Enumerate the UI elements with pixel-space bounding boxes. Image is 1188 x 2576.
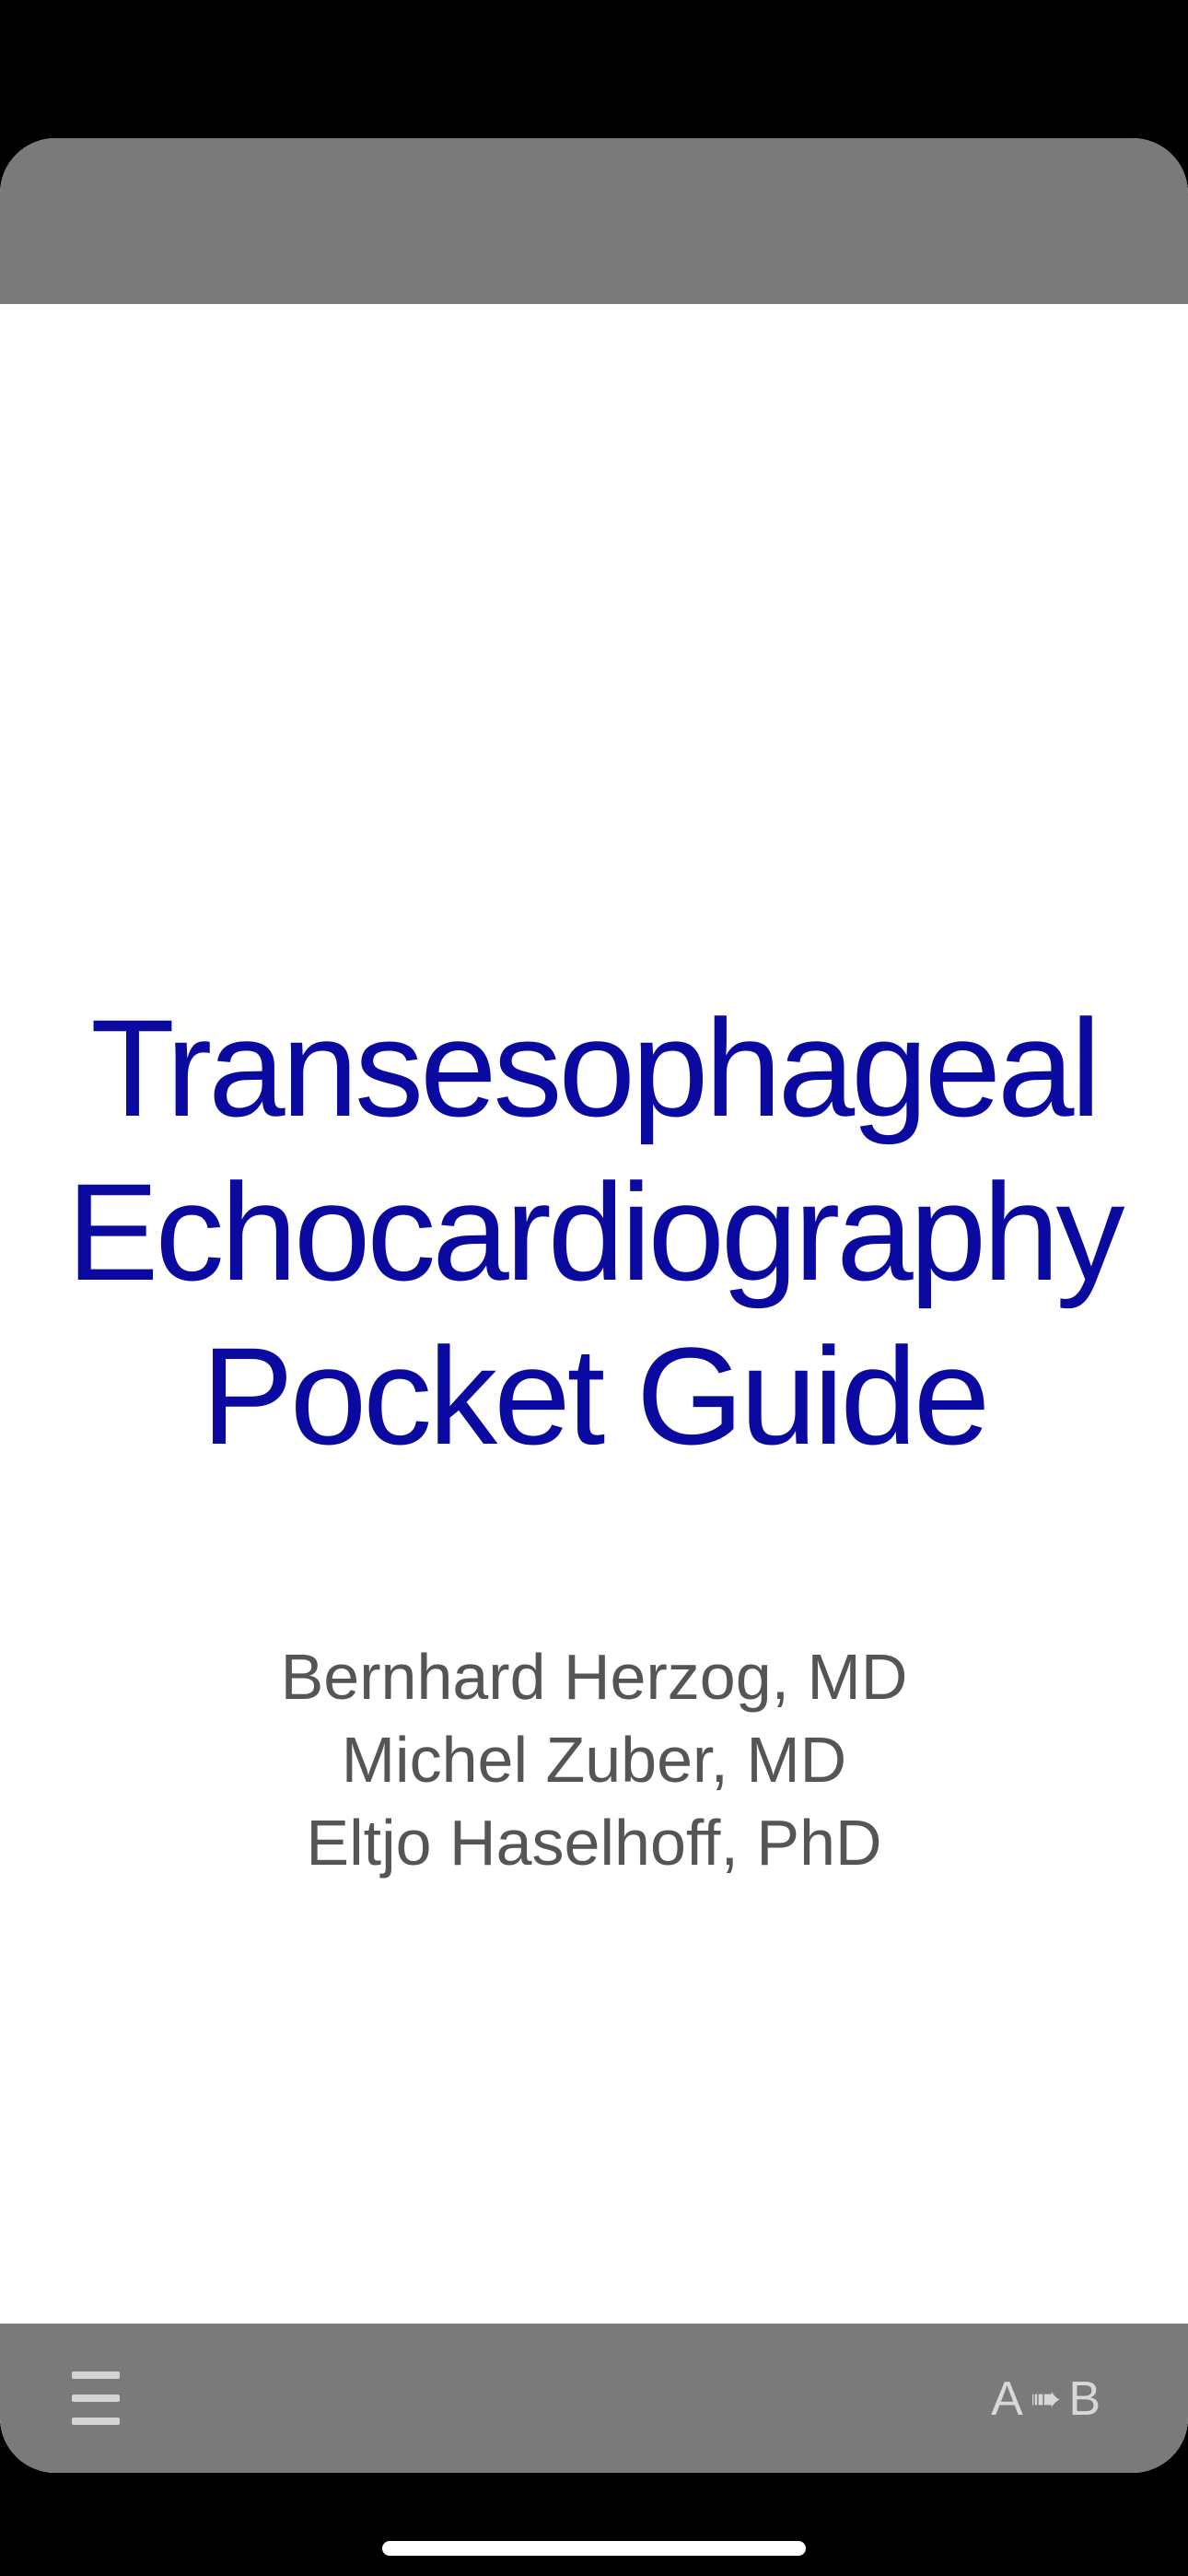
- author-name: Bernhard Herzog, MD: [280, 1641, 908, 1713]
- author-name: Eltjo Haselhoff, PhD: [306, 1807, 882, 1879]
- b-label: B: [1068, 2372, 1101, 2426]
- title-line: Pocket Guide: [201, 1318, 987, 1473]
- hamburger-menu-icon: [72, 2371, 120, 2379]
- book-sheet: [0, 138, 1188, 2473]
- top-toolbar: [0, 138, 1188, 304]
- author-name: Michel Zuber, MD: [341, 1724, 847, 1796]
- arrow-right-icon: ➠: [1030, 2379, 1062, 2419]
- a-label: A: [991, 2372, 1023, 2426]
- home-indicator[interactable]: [382, 2541, 806, 2556]
- author-list: [0, 1635, 1188, 1884]
- title-line: Transesophageal: [90, 990, 1098, 1145]
- status-bar: [0, 0, 1188, 138]
- title-page[interactable]: [0, 304, 1188, 2462]
- bottom-toolbar: [0, 2324, 1188, 2473]
- title-line: Echocardiography: [66, 1154, 1122, 1309]
- hamburger-menu-icon: [72, 2418, 120, 2425]
- a-to-b-button[interactable]: [991, 2362, 1101, 2436]
- menu-button[interactable]: [64, 2360, 131, 2436]
- book-title: [0, 986, 1188, 1478]
- hamburger-menu-icon: [72, 2395, 120, 2402]
